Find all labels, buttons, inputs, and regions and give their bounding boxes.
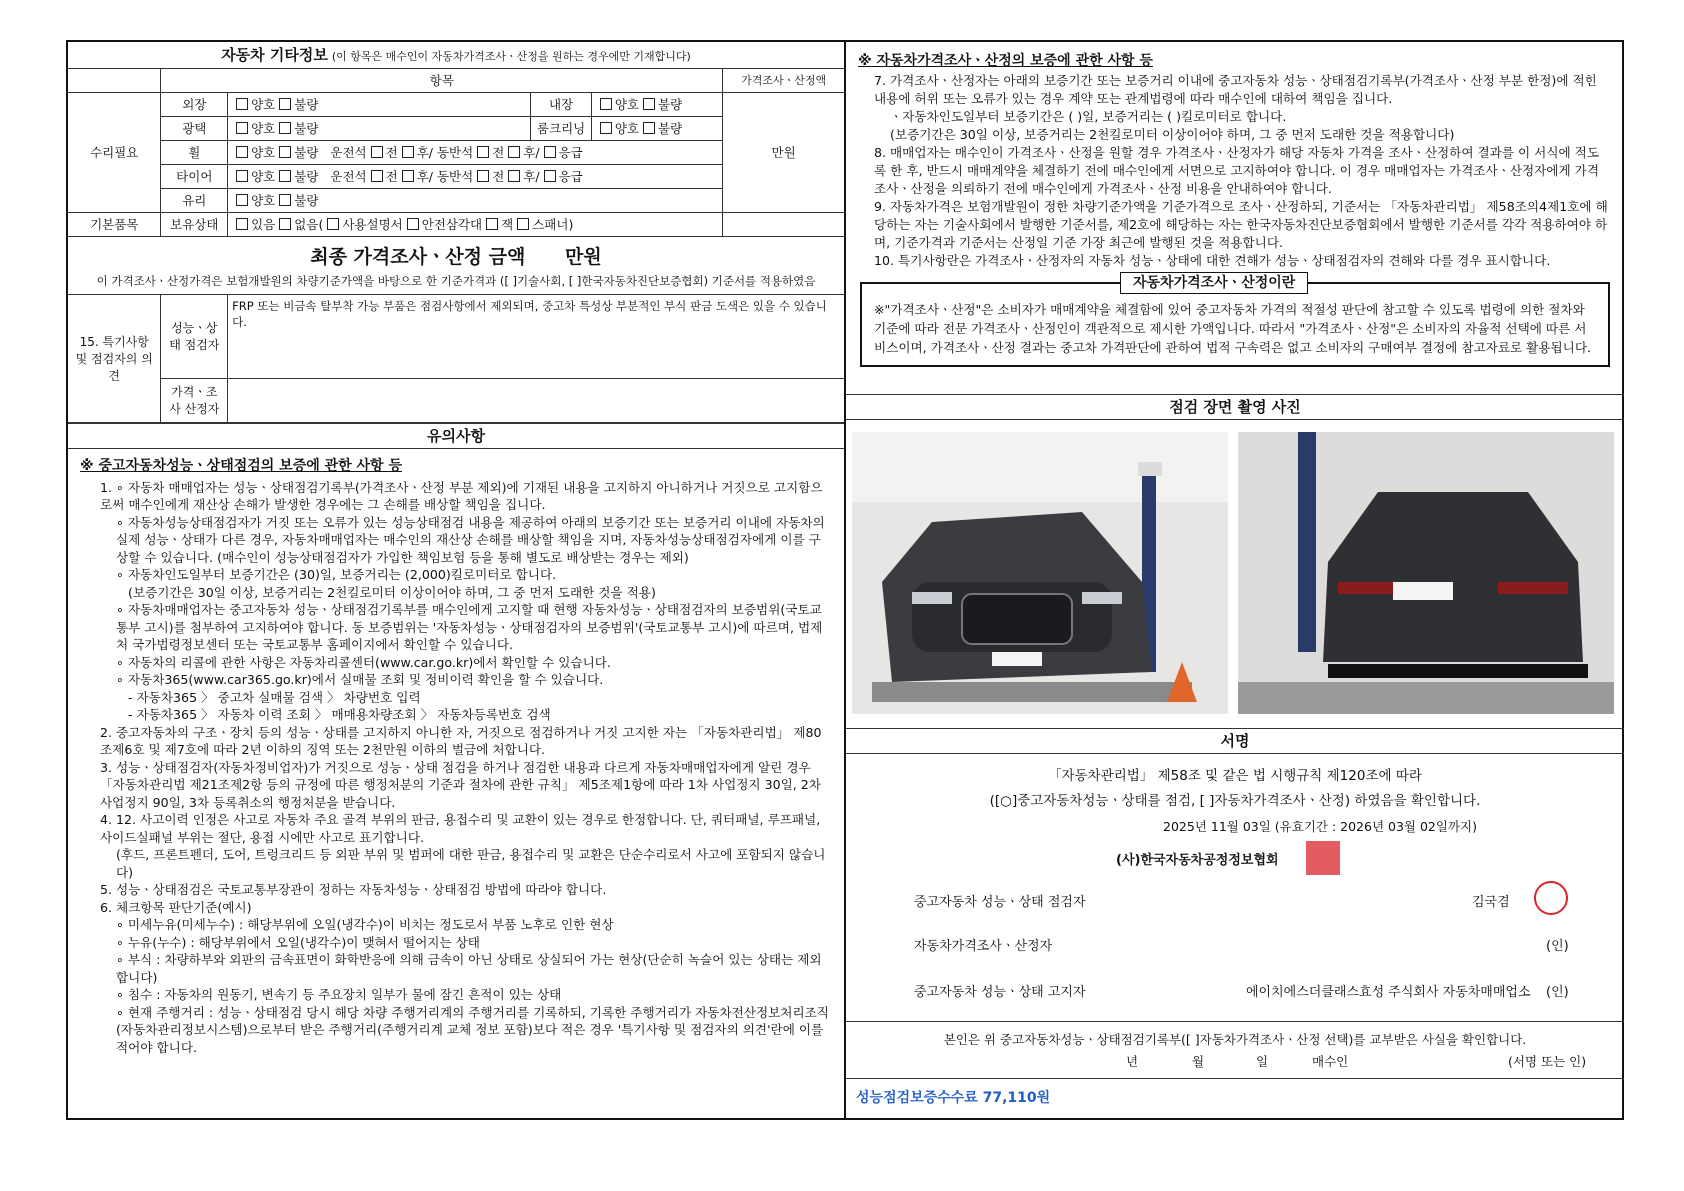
caution-list (68, 479, 844, 1057)
caution-item: 5. 성능ㆍ상태점검은 국토교통부장관이 정하는 자동차성능ㆍ상태점검 방법에 따라야 합니다. (100, 882, 607, 897)
col-item: 항목 (161, 68, 723, 92)
wheel-pass-front-checkbox[interactable] (477, 146, 489, 158)
tire-good-checkbox[interactable] (236, 170, 248, 182)
tire-driver-rear-checkbox[interactable] (402, 170, 414, 182)
caution-subtitle: ※ 중고자동차성능ㆍ상태점검의 보증에 관한 사항 등 (80, 457, 402, 474)
exterior-good-checkbox[interactable] (236, 98, 248, 110)
spanner-checkbox[interactable] (517, 218, 529, 230)
caution-item: - 자동차365 〉 자동차 이력 조회 〉 매매용차량조회 〉 자동차등록번호 검색 (128, 707, 551, 722)
price-guarantee-list (846, 72, 1624, 270)
pg-item: 7. 가격조사ㆍ산정자는 아래의 보증기간 또는 보증거리 이내에 중고자동차 성능ㆍ상태점검기록부(가격조사ㆍ산정 부분 한정)에 적힌 내용에 허위 또는 오류가 있는 경우 계약 또는 관계법령에 따라 매수인에 대하여 책임을 집니다. (874, 73, 1597, 106)
document-frame (66, 40, 1624, 1120)
inspector-text: FRP 또는 비금속 탈부착 가능 부품은 점검사항에서 제외되며, 중고차 특성상 부분적인 부식 판금 도색은 있을 수 있습니다. (228, 294, 844, 378)
wheel-driver-rear-checkbox[interactable] (402, 146, 414, 158)
repair-won: 만원 (723, 92, 844, 212)
org-seal-icon (1306, 841, 1340, 875)
pricer-seal: (인) (1546, 939, 1569, 954)
gloss-bad-checkbox[interactable] (279, 122, 291, 134)
caution-item: ∘ 자동차365(www.car365.go.kr)에서 실매물 조회 및 정비이력 확인을 할 수 있습니다. (116, 672, 604, 687)
wheel-bad-checkbox[interactable] (279, 146, 291, 158)
law-line: 「자동차관리법」 제58조 및 같은 법 시행규칙 제120조에 따라 (1048, 768, 1422, 784)
pricer-label: 가격ㆍ조사 산정자 (161, 378, 228, 422)
none-checkbox[interactable] (279, 218, 291, 230)
gloss-good-checkbox[interactable] (236, 122, 248, 134)
tire-emergency-checkbox[interactable] (544, 170, 556, 182)
inspector-label: 성능ㆍ상태 점검자 (161, 294, 228, 378)
left-column (68, 42, 846, 1118)
photo-area (846, 420, 1624, 728)
exterior-label: 외장 (161, 92, 228, 116)
signature-title: 서명 (846, 728, 1624, 754)
gloss-label: 광택 (161, 116, 228, 140)
inspection-photo-front (852, 432, 1228, 714)
right-column (846, 42, 1624, 1118)
tire-driver-front-checkbox[interactable] (371, 170, 383, 182)
glass-good-checkbox[interactable] (236, 194, 248, 206)
room-cleaning-label: 룸크리닝 (531, 116, 592, 140)
price-guarantee-title: ※ 자동차가격조사ㆍ산정의 보증에 관한 사항 등 (858, 53, 1153, 69)
wheel-emergency-checkbox[interactable] (544, 146, 556, 158)
pg-item: 10. 특기사항란은 가격조사ㆍ산정자의 자동차 성능ㆍ상태에 대한 견해가 성능ㆍ상태점검자의 견해와 다를 경우 표시합니다. (874, 253, 1551, 268)
etc-table: 자동차 기타정보 (이 항목은 매수인이 자동차가격조사ㆍ산정을 원하는 경우에만 기재합니다) 항목 가격조사ㆍ산정액 수리필요 외장 양호 불량 내장 양호 불량 만원 광택 양호 불량 룸크리닝 양호 불량 휠 양호 불량 운전석 전 후/ 동반석 전 후/ 응급 타이어 양호 불량 운전석 전 후/ 동반석 전 후/ 응급 유리 양호 불량 기본품목 보유상태 있음 없음( 사용설명서 안전삼각대 잭 스패너) 최종 가격조사ㆍ산정 금액 만원 이 가격조사ㆍ산정가격은 보험개발원의 차량기준가액을 바탕으로 한 기준가격과 ([ ]기술사회, [ ]한국자동차진단보증협회) 기준서를 적용하였음 15. 특기사항 및 점검자의 의견 성능ㆍ상태 점검자 FRP 또는 비금속 탈부착 가능 부품은 점검사항에서 제외되며, 중고차 특성상 부분적인 부식 판금 도색은 있을 수 있습니다. 가격ㆍ조사 산정자 (68, 42, 844, 423)
etc-title-note: (이 항목은 매수인이 자동차가격조사ㆍ산정을 원하는 경우에만 기재합니다) (331, 50, 691, 64)
caution-title: 유의사항 (68, 423, 844, 449)
caution-item: (보증기간은 30일 이상, 보증거리는 2천킬로미터 이상이어야 하며, 그 중 먼저 도래한 것을 적용) (128, 584, 656, 600)
tire-pass-rear-checkbox[interactable] (508, 170, 520, 182)
receipt-line: 본인은 위 중고자동차성능ㆍ상태점검기록부([ ]자동차가격조사ㆍ산정 선택)를 교부받은 사실을 확인합니다. (846, 1021, 1624, 1048)
price-definition (846, 275, 1624, 367)
caution-item: 1. ∘ 자동차 매매업자는 성능ㆍ상태점검기록부(가격조사ㆍ산정 부분 제외)에 기재된 내용을 고지하지 아니하거나 거짓으로 고지함으로써 매수인에게 재산상 손해가 발생한 경우에는 그 손해를 배상할 책임을 집니다. (100, 479, 823, 512)
special-label: 15. 특기사항 및 점검자의 의견 (68, 294, 161, 422)
interior-label: 내장 (531, 92, 592, 116)
wheel-good-checkbox[interactable] (236, 146, 248, 158)
caution-item: 4. 12. 사고이력 인정은 사고로 자동차 주요 골격 부위의 판금, 용접수리 및 교환이 있는 경우로 한정합니다. 단, 쿼터패널, 루프패널, 사이드실패널 부위는 절단, 용접 시에만 사고로 표기합니다. (100, 812, 821, 845)
month-label: 월 (1192, 1054, 1205, 1069)
inspection-photo-rear (1238, 432, 1614, 714)
day-label: 일 (1256, 1054, 1269, 1069)
price-basis: 이 가격조사ㆍ산정가격은 보험개발원의 차량기준가액을 바탕으로 한 기준가격과 ([ ]기술사회, [ ]한국자동차진단보증협회) 기준서를 적용하였음 (96, 273, 816, 288)
caution-item: ∘ 자동차의 리콜에 관한 사항은 자동차리콜센터(www.car.go.kr)에서 확인할 수 있습니다. (116, 654, 611, 670)
possession-label: 보유상태 (161, 212, 228, 236)
caution-item: ∘ 부식 : 차량하부와 외판의 금속표면이 화학반응에 의해 금속이 아닌 상태로 상실되어 가는 현상(단순히 녹슬어 있는 상태는 제외합니다) (116, 952, 822, 985)
wheel-pass-rear-checkbox[interactable] (508, 146, 520, 158)
col-price: 가격조사ㆍ산정액 (723, 68, 844, 92)
inspector-role: 중고자동차 성능ㆍ상태 점검자 (914, 895, 1086, 910)
guarantee-fee: 성능점검보증수수료 77,110원 (846, 1078, 1624, 1115)
etc-title: 자동차 기타정보 (221, 46, 328, 65)
caution-item: ∘ 누유(누수) : 해당부위에서 오일(냉각수)이 맺혀서 떨어지는 상태 (116, 934, 480, 950)
pg-item: (보증기간은 30일 이상, 보증거리는 2천킬로미터 이상이어야 하며, 그 중 먼저 도래한 것을 적용합니다) (890, 127, 1455, 142)
room-good-checkbox[interactable] (600, 122, 612, 134)
tire-label: 타이어 (161, 164, 228, 188)
caution-item: 2. 중고자동차의 구조ㆍ장치 등의 성능ㆍ상태를 고지하지 아니한 자, 거짓으로 점검하거나 거짓 고지한 자는 「자동차관리법」 제80조제6호 및 제7호에 따라 2년 이하의 징역 또는 2천만원 이하의 벌금에 처합니다. (100, 724, 822, 757)
triangle-checkbox[interactable] (407, 218, 419, 230)
inspector-seal-icon (1534, 881, 1568, 915)
exterior-bad-checkbox[interactable] (279, 98, 291, 110)
glass-label: 유리 (161, 188, 228, 212)
pricer-role: 자동차가격조사ㆍ산정자 (914, 939, 1053, 954)
have-checkbox[interactable] (236, 218, 248, 230)
final-price-label: 최종 가격조사ㆍ산정 금액 (310, 245, 526, 268)
sign-or-seal: (서명 또는 인) (1508, 1054, 1587, 1069)
pg-item: ㆍ자동차인도일부터 보증기간은 ( )일, 보증거리는 ( )킬로미터로 합니다. (890, 109, 1287, 124)
tire-bad-checkbox[interactable] (279, 170, 291, 182)
wheel-label: 휠 (161, 140, 228, 164)
year-label: 년 (1126, 1054, 1139, 1069)
inspector-name: 김국겸 (1472, 895, 1510, 910)
caution-item: 3. 성능ㆍ상태점검자(자동차정비업자)가 거짓으로 성능ㆍ상태 점검을 하거나 점검한 내용과 다르게 자동차매매업자에게 알린 경우 「자동차관리법 제21조제2항 등의 규정에 따른 행정처분의 기준과 절차에 관한 규칙」 제5조제1항에 따라 1차 사업정지 30일, 2차 사업정지 90일, 3차 등록취소의 행정처분을 받습니다. (100, 759, 821, 810)
wheel-driver-front-checkbox[interactable] (371, 146, 383, 158)
confirm-line: ([○]중고자동차성능ㆍ상태를 점검, [ ]자동차가격조사ㆍ산정) 하였음을 확인합니다. (989, 793, 1481, 809)
pg-item: 8. 매매업자는 매수인이 가격조사ㆍ산정을 원할 경우 가격조사ㆍ산정자가 해당 자동차 가격을 조사ㆍ산정하여 결과를 이 서식에 적도록 한 후, 반드시 매매계약을 체결하기 전에 매수인에게 서면으로 고지하여야 합니다. 이 경우 매매업자는 가격조사ㆍ산정자에게 가격조사ㆍ산정을 의뢰하기 전에 매수인에게 가격조사ㆍ산정 비용을 안내하여야 합니다. (874, 145, 1600, 196)
price-definition-title: 자동차가격조사ㆍ산정이란 (1120, 272, 1308, 294)
org-name: (사)한국자동차공정정보협회 (1116, 853, 1279, 868)
notifier-seal: (인) (1546, 985, 1569, 1000)
notifier-name: 에이치에스더클래스효성 주식회사 자동차매매업소 (1246, 985, 1531, 1000)
final-price-won: 만원 (565, 245, 602, 268)
jack-checkbox[interactable] (486, 218, 498, 230)
car-rear-image (1238, 432, 1614, 714)
caution-item: ∘ 자동차인도일부터 보증기간은 (30)일, 보증거리는 (2,000)킬로미터로 합니다. (116, 567, 557, 582)
caution-item: ∘ 현재 주행거리 : 성능ㆍ상태점검 당시 해당 차량 주행거리계의 주행거리를 기록하되, 기록한 주행거리가 자동차전산정보처리조직(자동차관리정보시스템)으로부터 받은 주행거리(주행거리계 교체 정보 포함)보다 적은 경우 '특기사항 및 점검자의 의견'란에 이를 적어야 합니다. (116, 1004, 829, 1055)
pg-item: 9. 자동차가격은 보험개발원이 정한 차량기준가액을 기준가격으로 조사ㆍ산정하되, 기준서는 「자동차관리법」 제58조의4제1호에 해당하는 자는 기술사회에서 발행한 기준서를, 제2호에 해당하는 자는 한국자동차진단보증협회에서 발행한 기준서를 각각 적용하여야 하며, 기준가격과 기준서는 산정일 기준 가장 최근에 발행된 것을 적용합니다. (874, 199, 1608, 250)
photo-title: 점검 장면 촬영 사진 (846, 395, 1624, 420)
room-bad-checkbox[interactable] (643, 122, 655, 134)
caution-item: (후드, 프론트펜더, 도어, 트렁크리드 등 외판 부위 및 범퍼에 대한 판금, 용접수리 및 교환은 단순수리로서 사고에 포함되지 않습니다) (116, 847, 826, 880)
caution-item: 6. 체크항목 판단기준(예시) (100, 899, 252, 915)
caution-item: ∘ 자동차매매업자는 중고자동차 성능ㆍ상태점검기록부를 매수인에게 고지할 때 현행 자동차성능ㆍ상태점검자의 보증범위(국토교통부 고시)를 첨부하여 고지하여야 합니다. 동 보증범위는 '자동차성능ㆍ상태점검자의 보증범위'(국토교통부 고시)에 따르며, 법제처 국가법령정보센터 또는 국토교통부 홈페이지에서 확인할 수 있습니다. (116, 602, 823, 652)
interior-bad-checkbox[interactable] (643, 98, 655, 110)
caution-item: ∘ 자동차성능상태점검자가 거짓 또는 오류가 있는 성능상태점검 내용을 제공하여 아래의 보증기간 또는 보증거리 이내에 자동차의 실제 성능ㆍ상태가 다른 경우, 자동차매매업자는 매수인의 재산상 손해를 배상할 책임을 지며, 자동차성능상태점검자에게 이를 구상할 수 있습니다. (매수인이 성능상태점검자가 가입한 책임보험 등을 통해 별도로 배상받는 경우는 제외) (116, 514, 825, 565)
caution-item: - 자동차365 〉 중고차 실매물 검색 〉 차량번호 입력 (128, 689, 421, 705)
date-line: 2025년 11월 03일 (유효기간 : 2026년 03월 02일까지) (1163, 819, 1477, 834)
basic-label: 기본품목 (68, 212, 161, 236)
caution-item: ∘ 침수 : 자동차의 원동기, 변속기 등 주요장치 일부가 물에 잠긴 흔적이 있는 상태 (116, 987, 562, 1002)
interior-good-checkbox[interactable] (600, 98, 612, 110)
glass-bad-checkbox[interactable] (279, 194, 291, 206)
notifier-role: 중고자동차 성능ㆍ상태 고지자 (914, 985, 1086, 1000)
repair-label: 수리필요 (68, 92, 161, 212)
car-front-image (852, 432, 1228, 714)
buyer-label: 매수인 (1312, 1054, 1349, 1069)
manual-checkbox[interactable] (327, 218, 339, 230)
price-definition-text: ※"가격조사ㆍ산정"은 소비자가 매매계약을 체결함에 있어 중고자동차 가격의 적절성 판단에 참고할 수 있도록 법령에 의한 절차와 기준에 따라 전문 가격조사ㆍ산정인이 객관적으로 제시한 가액입니다. 따라서 "가격조사ㆍ산정"은 소비자의 자율적 선택에 따른 서비스이며, 가격조사ㆍ산정 결과는 중고차 가격판단에 관하여 법적 구속력은 없고 소비자의 구매여부 결정에 참고자료로 활용됩니다. (860, 282, 1610, 367)
tire-pass-front-checkbox[interactable] (477, 170, 489, 182)
caution-item: ∘ 미세누유(미세누수) : 해당부위에 오일(냉각수)이 비치는 정도로서 부품 노후로 인한 현상 (116, 917, 614, 932)
